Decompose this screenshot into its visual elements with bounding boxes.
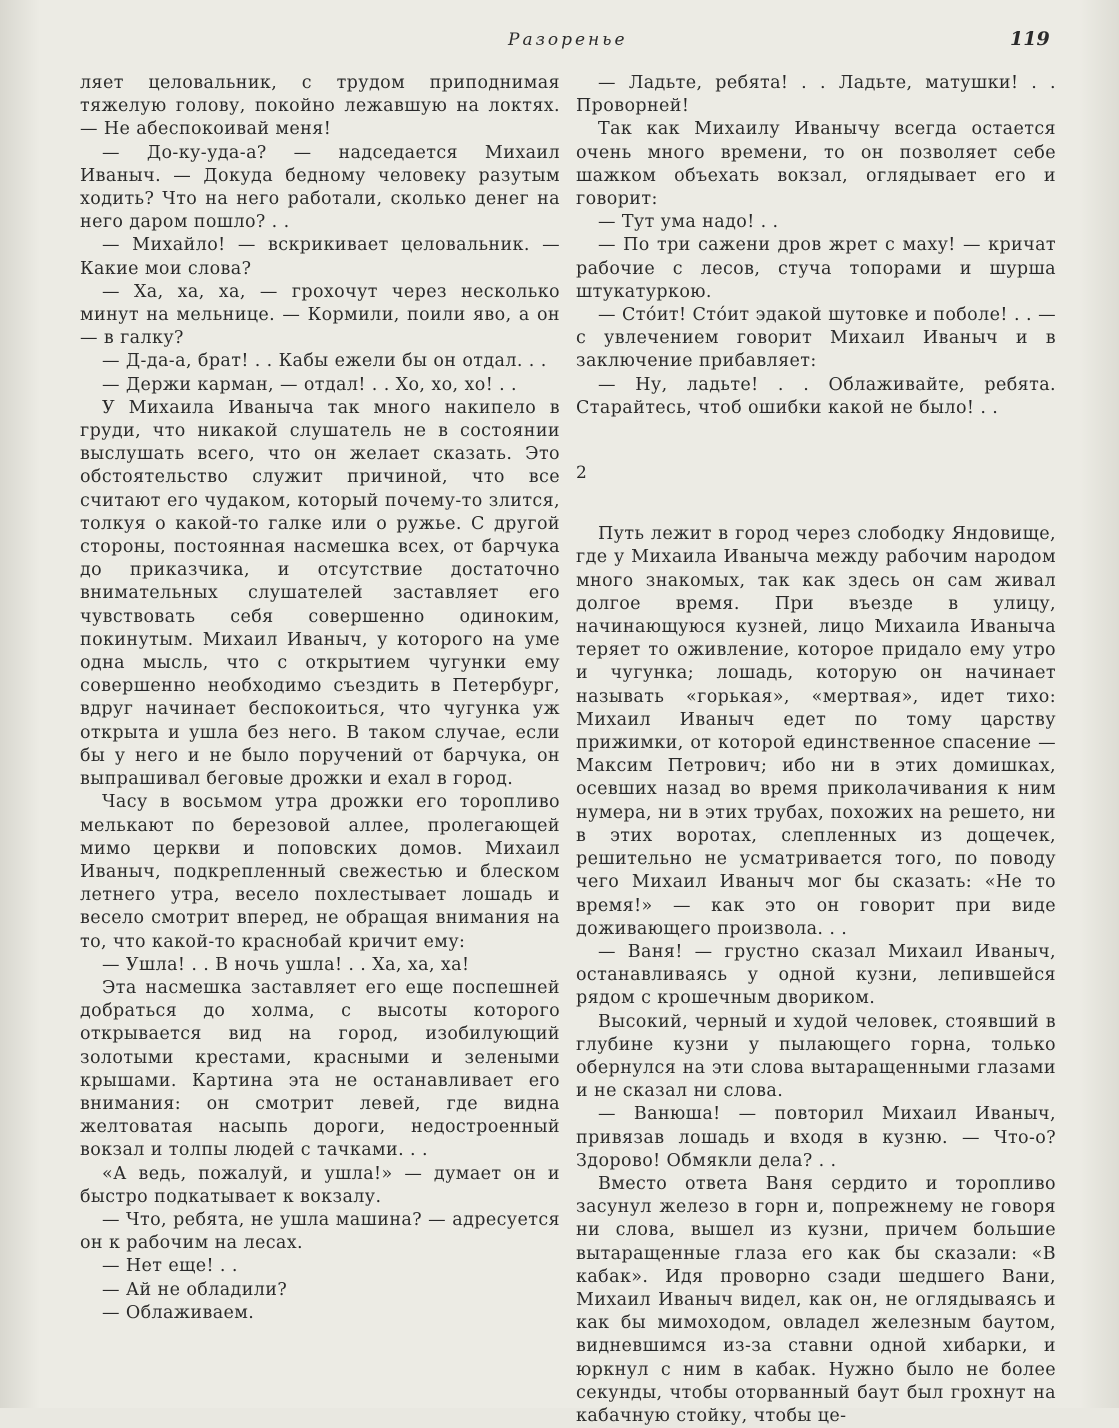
paragraph: — Ладьте, ребята! . . Ладьте, матушки! . . Проворней! <box>576 73 1056 117</box>
right-column-top <box>576 72 1056 420</box>
paragraph: Путь лежит в город через слободку Яндовище, где у Михаила Иваныча между рабочим народом много знакомых, так как здесь он сам живал долгое время. При въезде в улицу, начинающуюся кузней, лицо Михаила Иваныча теряет то оживление, которое придало ему утро и чугунка; лошадь, которую он начинает называть «горькая», «мертвая», идет тихо: Михаил Иваныч едет по тому царству прижимки, от которой единственное спасение — Максим Петрович; ибо ни в этих домишках, осевших назад во время приколачивания к ним нумера, ни в этих трубах, похожих на решето, ни в этих воротах, слепленных из дощечек, решительно не усматривается того, по поводу чего Михаил Иваныч мог бы сказать: «Не то время!» — как это он говорит при виде доживающего произвола. . . <box>576 524 1056 939</box>
paragraph: — До-ку-уда-а? — надседается Михаил Иваныч. — Докуда бедному человеку разутым ходить? Что на него работали, сколько денег на него даром пошло? . . <box>80 142 560 233</box>
paragraph: ляет целовальник, с трудом приподнимая тяжелую голову, покойно лежавшую на локтях. — Не абеспокоивай меня! <box>80 73 560 140</box>
paragraph: У Михаила Иваныча так много накипело в груди, что никакой слушатель не в состоянии выслушать всего, что он желает сказать. Это обстоятельство служит причиной, что все считают его чудаком, который почему-то злится, толкуя о какой-то галке или о ружье. С другой стороны, постоянная насмешка всех, от барчука до приказчика, и отсутствие достаточно внимательных слушателей заставляет его чувствовать себя совершенно одиноким, покинутым. Михаил Иваныч, у которого на уме одна мысль, что с открытием чугунки ему совершенно необходимо съездить в Петербург, вдруг начинает беспокоиться, что чугунка уж открыта и ушла без него. В таком случае, если бы у него и не было поручений от барчука, он выпрашивал беговые дрожки и ехал в город. <box>80 397 560 790</box>
paragraph: — Что, ребята, не ушла машина? — адресуется он к рабочим на лесах. <box>80 1209 560 1254</box>
paragraph: — Тут ума надо! . . <box>598 212 779 233</box>
right-column-bottom <box>576 523 1056 1428</box>
paragraph: Часу в восьмом утра дрожки его торопливо мелькают по березовой аллее, пролегающей мимо церкви и поповских домов. Михаил Иваныч, подкрепленный свежестью и блеском летнего утра, весело похлестывает лошадь и весело смотрит вперед, не обращая внимания на то, что какой-то краснобай кричит ему: <box>80 792 560 952</box>
page-header <box>0 30 1119 58</box>
paragraph: Так как Михаилу Иванычу всегда остается очень много времени, то он позволяет себе шажком объехать вокзал, оглядывает его и говорит: <box>576 119 1056 210</box>
paragraph: — Ушла! . . В ночь ушла! . . Ха, ха, ха! <box>102 954 470 975</box>
paragraph: — Ну, ладьте! . . Облаживайте, ребята. Старайтесь, чтоб ошибки какой не было! . . <box>576 374 1056 418</box>
section-number: 2 <box>576 463 588 484</box>
paragraph: «А ведь, пожалуй, и ушла!» — думает он и быстро подкатывает к вокзалу. <box>80 1163 560 1207</box>
paragraph: — Ваня! — грустно сказал Михаил Иваныч, останавливаясь у одной кузни, лепившейся рядом с крошечным двориком. <box>576 941 1056 1009</box>
paragraph: — Ванюша! — повторил Михаил Иваныч, привязав лошадь и входя в кузню. — Что-о? Здорово! Обмякли дела? . . <box>576 1104 1056 1171</box>
paragraph: — Сто́ит! Сто́ит эдакой шутовке и поболе! . . — с увлечением говорит Михаил Иваныч и в заключение прибавляет: <box>576 305 1056 372</box>
paragraph: — Д-да-а, брат! . . Кабы ежели бы он отдал. . . <box>102 351 547 372</box>
paragraph: — Облаживаем. <box>102 1302 255 1323</box>
left-column <box>80 72 560 1325</box>
paragraph: Высокий, черный и худой человек, стоявший в глубине кузни у пылающего горна, только обернулся на эти слова вытаращенными глазами и не сказал ни слова. <box>576 1011 1056 1102</box>
paragraph: — Ай не обладили? <box>102 1279 288 1300</box>
paragraph: — По три сажени дров жрет с маху! — кричат рабочие с лесов, стуча топорами и шурша штукатуркою. <box>576 235 1056 302</box>
paragraph: — Михайло! — вскрикивает целовальник. — Какие мои слова? <box>80 235 560 279</box>
paragraph: Эта насмешка заставляет его еще поспешней добраться до холма, с высоты которого открывается вид на город, изобилующий золотыми крестами, красными и зелеными крышами. Картина эта не останавливает его внимания: он смотрит левей, где видна желтоватая насыпь дороги, недостроенный вокзал и толпы людей с тачками. . . <box>80 977 560 1161</box>
paragraph: — Держи карман, — отдал! . . Хо, хо, хо! . . <box>102 374 517 395</box>
right-column <box>576 72 1056 1428</box>
paragraph: — Ха, ха, ха, — грохочут через несколько минут на мельнице. — Кормили, поили яво, а он — в галку? <box>80 281 560 349</box>
paragraph: — Нет еще! . . <box>102 1256 238 1277</box>
page-number: 119 <box>1010 28 1050 50</box>
running-title: Разоренье <box>508 30 628 50</box>
paragraph: Вместо ответа Ваня сердито и торопливо засунул железо в горн и, попрежнему не говоря ни слова, вышел из кузни, причем большие вытаращенные глаза его как бы сказали: «В кабак». Идя проворно сзади шедшего Вани, Михаил Иваныч видел, как он, не оглядываясь и как бы мимоходом, овладел железным баутом, видневшимся из-за ставни одной хибарки, и юркнул с ним в кабак. Нужно было не более секунды, чтобы оторванный баут был грохнут на кабачную стойку, чтобы це- <box>576 1173 1056 1426</box>
